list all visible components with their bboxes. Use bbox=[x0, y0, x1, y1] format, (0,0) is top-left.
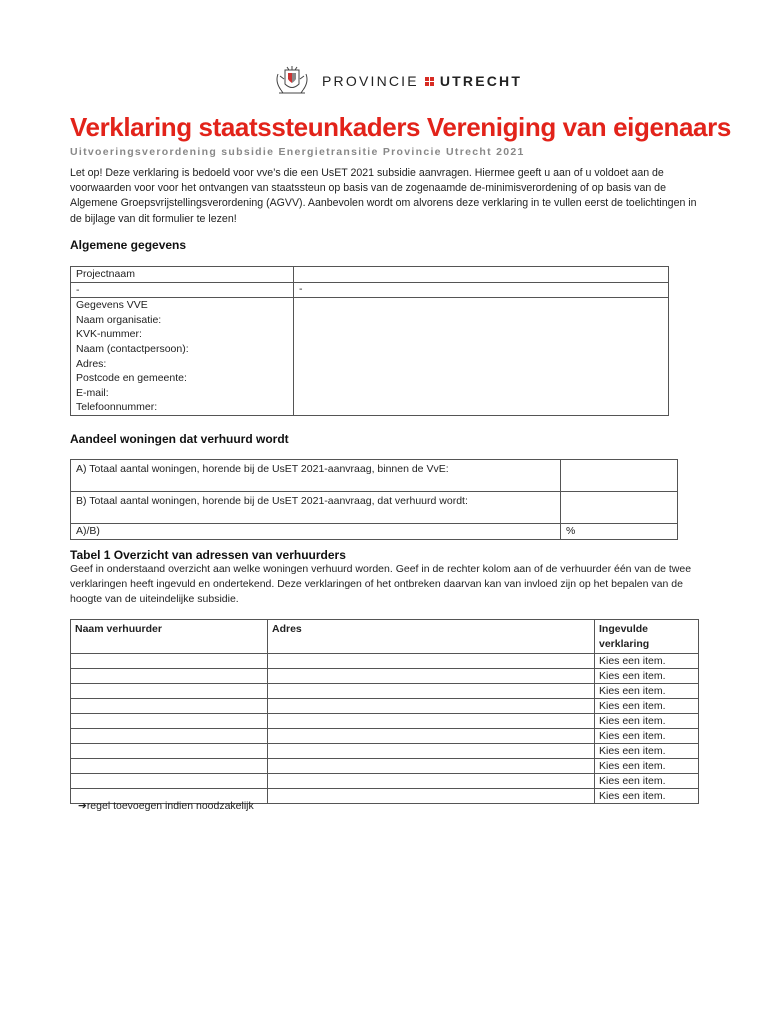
naam-cell[interactable] bbox=[71, 774, 268, 789]
arrow-right-icon: ➔ bbox=[78, 800, 87, 812]
intro-paragraph: Let op! Deze verklaring is bedoeld voor vve’s die een UsET 2021 subsidie aanvragen. Hiermee geeft u aan of u voldoet aan de voorwaarden voor voor het ontvangen van staatssteun op basis van de zogenaamde de-minimisverordening of op basis van de Algemene Groepsvrijstellingsverordening (AGVV). Aanbevolen wordt om alvorens deze verklaring in te vullen eerst de toelichtingen in de bijlage van dit formulier te lezen! bbox=[70, 167, 697, 225]
label-telefoonnummer: Telefoonnummer: bbox=[76, 401, 158, 414]
adres-cell[interactable] bbox=[268, 744, 595, 759]
table-row bbox=[71, 669, 699, 684]
naam-cell[interactable] bbox=[71, 714, 268, 729]
column-header-naam-verhuurder: Naam verhuurder bbox=[71, 620, 268, 654]
adres-cell[interactable] bbox=[268, 759, 595, 774]
general-info-table bbox=[70, 266, 669, 416]
adres-cell[interactable] bbox=[268, 774, 595, 789]
page-subtitle: Uitvoeringsverordening subsidie Energietransitie Provincie Utrecht 2021 bbox=[70, 146, 525, 158]
rented-dwellings-label: B) Totaal aantal woningen, horende bij de UsET 2021-aanvraag, dat verhuurd wordt: bbox=[71, 492, 561, 524]
vve-details-field[interactable] bbox=[294, 298, 669, 416]
naam-cell[interactable] bbox=[71, 654, 268, 669]
verklaring-dropdown[interactable]: Kies een item. bbox=[595, 744, 699, 759]
vve-heading: Gegevens VVE bbox=[76, 299, 148, 312]
adres-cell[interactable] bbox=[268, 669, 595, 684]
logo-text-utrecht: UTRECHT bbox=[439, 73, 523, 89]
table-row bbox=[71, 714, 699, 729]
adres-cell[interactable] bbox=[268, 654, 595, 669]
verklaring-dropdown[interactable]: Kies een item. bbox=[595, 774, 699, 789]
label-contactpersoon: Naam (contactpersoon): bbox=[76, 342, 189, 355]
table-row bbox=[71, 774, 699, 789]
rental-share-table bbox=[70, 459, 678, 540]
ratio-percent-field[interactable]: % bbox=[561, 524, 678, 540]
naam-cell[interactable] bbox=[71, 729, 268, 744]
column-header-ingevulde-verklaring: Ingevulde verklaring bbox=[595, 620, 699, 654]
verklaring-dropdown[interactable]: Kies een item. bbox=[595, 729, 699, 744]
section-heading-algemene-gegevens: Algemene gegevens bbox=[70, 238, 187, 252]
section-heading-tabel-1: Tabel 1 Overzicht van adressen van verhuurders bbox=[70, 548, 346, 562]
adres-cell[interactable] bbox=[268, 699, 595, 714]
naam-cell[interactable] bbox=[71, 759, 268, 774]
label-adres: Adres: bbox=[76, 357, 107, 370]
vve-details-labels bbox=[71, 298, 294, 416]
verklaring-dropdown[interactable]: Kies een item. bbox=[595, 714, 699, 729]
naam-cell[interactable] bbox=[71, 744, 268, 759]
label-kvk-nummer: KVK-nummer: bbox=[76, 328, 142, 341]
label-email: E-mail: bbox=[76, 386, 109, 399]
adres-cell[interactable] bbox=[268, 684, 595, 699]
add-row-link[interactable] bbox=[78, 800, 254, 812]
section-heading-aandeel-woningen: Aandeel woningen dat verhuurd wordt bbox=[70, 432, 289, 446]
naam-cell[interactable] bbox=[71, 669, 268, 684]
table-row bbox=[71, 699, 699, 714]
ratio-label: A)/B) bbox=[71, 524, 561, 540]
verklaring-dropdown[interactable]: Kies een item. bbox=[595, 789, 699, 804]
adres-cell[interactable] bbox=[268, 714, 595, 729]
label-postcode-gemeente: Postcode en gemeente: bbox=[76, 372, 187, 385]
table-row bbox=[71, 729, 699, 744]
table-row bbox=[71, 759, 699, 774]
table-row bbox=[71, 654, 699, 669]
table-row bbox=[71, 744, 699, 759]
provincie-utrecht-logo bbox=[272, 62, 522, 100]
tabel-description: Geef in onderstaand overzicht aan welke woningen verhuurd worden. Geef in de rechter kolom aan of de verhuurder één van de twee verklaringen heeft ingevuld en ondertekend. Deze verklaringen of het ontbreken daarvan kan van invloed zijn op het bepalen van de hoogte van de uiteindelijke subsidie. bbox=[70, 563, 692, 605]
table-row bbox=[71, 684, 699, 699]
page-title: Verklaring staatssteunkaders Vereniging van eigenaars bbox=[70, 112, 731, 142]
total-dwellings-label: A) Totaal aantal woningen, horende bij de UsET 2021-aanvraag, binnen de VvE: bbox=[71, 460, 561, 492]
dash-left-cell[interactable]: - bbox=[71, 282, 294, 298]
naam-cell[interactable] bbox=[71, 699, 268, 714]
label-naam-organisatie: Naam organisatie: bbox=[76, 313, 162, 326]
adres-cell[interactable] bbox=[268, 729, 595, 744]
rented-dwellings-field[interactable] bbox=[561, 492, 678, 524]
verklaring-dropdown[interactable]: Kies een item. bbox=[595, 759, 699, 774]
project-name-label: Projectnaam bbox=[71, 267, 294, 283]
logo-dots-icon bbox=[425, 77, 434, 86]
provincial-crest-icon bbox=[272, 64, 312, 98]
logo-wordmark bbox=[322, 73, 522, 89]
verklaring-dropdown[interactable]: Kies een item. bbox=[595, 654, 699, 669]
naam-cell[interactable] bbox=[71, 684, 268, 699]
add-row-label: regel toevoegen indien noodzakelijk bbox=[86, 800, 254, 812]
dash-right-cell[interactable]: - bbox=[294, 282, 669, 298]
project-name-field[interactable] bbox=[294, 267, 669, 283]
column-header-adres: Adres bbox=[268, 620, 595, 654]
verklaring-dropdown[interactable]: Kies een item. bbox=[595, 684, 699, 699]
logo-text-provincie: PROVINCIE bbox=[322, 73, 419, 89]
verklaring-dropdown[interactable]: Kies een item. bbox=[595, 699, 699, 714]
landlords-table bbox=[70, 619, 699, 804]
verklaring-dropdown[interactable]: Kies een item. bbox=[595, 669, 699, 684]
adres-cell[interactable] bbox=[268, 789, 595, 804]
total-dwellings-field[interactable] bbox=[561, 460, 678, 492]
